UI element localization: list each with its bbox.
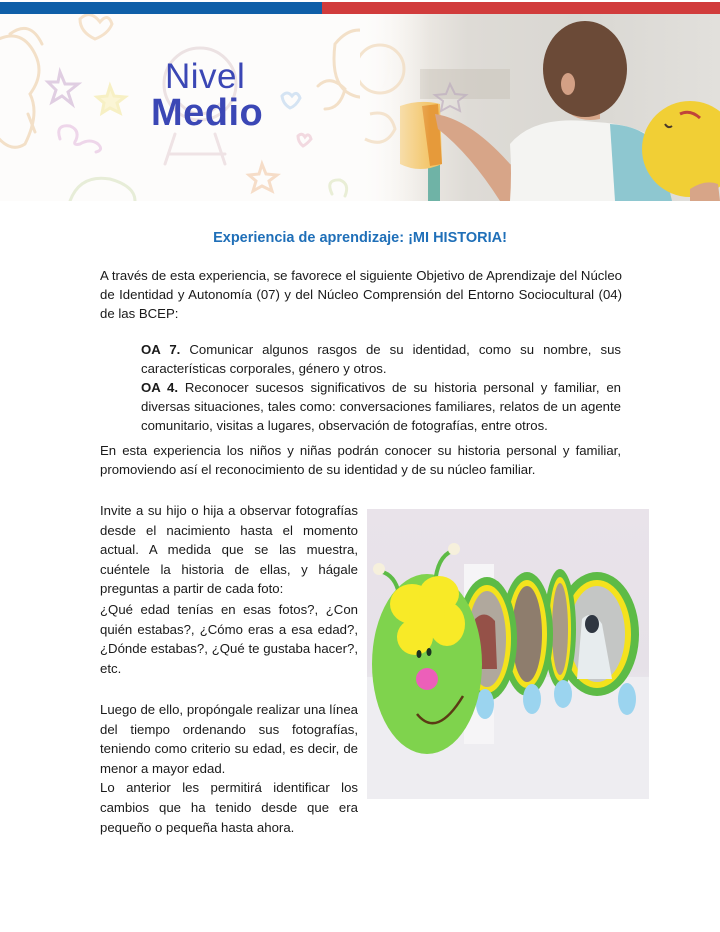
objective-oa7: [141, 340, 621, 378]
nivel-medio-logo: [151, 59, 263, 132]
instruction-timeline: Luego de ello, propóngale realizar una línea del tiempo ordenando sus fotografías, teniendo como criterio su edad, es decir, de menor a mayor edad.: [100, 702, 358, 776]
child-balloon-photo: [360, 14, 720, 201]
logo-line-1: Nivel: [165, 57, 246, 96]
caterpillar-craft-photo: [367, 509, 649, 799]
objective-label: OA 7.: [141, 342, 181, 357]
objectives-list: [141, 340, 621, 435]
objective-text: Comunicar algunos rasgos de su identidad, como su nombre, sus características corporales, género y otros.: [141, 342, 621, 376]
instruction-paragraph-3: [100, 700, 358, 837]
instruction-questions: ¿Qué edad tenías en esas fotos?, ¿Con quién estabas?, ¿Cómo eras a esa edad?, ¿Dónde estabas?, ¿Qué te gustaba hacer?, etc.: [100, 602, 358, 676]
page-title: Experiencia de aprendizaje: ¡MI HISTORIA!: [213, 230, 507, 246]
logo-line-2: Medio: [151, 92, 264, 134]
caterpillar-illustration: [367, 509, 649, 799]
instruction-paragraph-1: Invite a su hijo o hija a observar fotografías desde el nacimiento hasta el momento actual. A medida que se las muestra, cuéntele la historia de ellas, y hágale preguntas a partir de cada foto:: [100, 503, 358, 597]
objective-label: OA 4.: [141, 380, 179, 395]
header-banner: [0, 14, 720, 201]
objective-text: Reconocer sucesos significativos de su historia personal y familiar, en diversas situaciones, tales como: conversaciones familiares, relatos de un agente comunitario, visitas a lugares, observación de fotografías, entre otros.: [141, 380, 621, 433]
header-bar-blue: [0, 2, 322, 14]
summary-paragraph: En esta experiencia los niños y niñas podrán conocer su historia personal y familiar, promoviendo así el reconocimiento de su identidad y de su núcleo familiar.: [100, 443, 621, 477]
header-bar-red: [322, 2, 720, 14]
banner-photo: [360, 14, 720, 201]
instruction-conclusion: Lo anterior les permitirá identificar los cambios que ha tenido desde que era pequeño o pequeña hasta ahora.: [100, 780, 358, 835]
objective-oa4: [141, 378, 621, 435]
header-color-bar: [0, 2, 720, 14]
intro-paragraph: A través de esta experiencia, se favorece el siguiente Objetivo de Aprendizaje del Núcleo de Identidad y Autonomía (07) y del Núcleo Comprensión del Entorno Sociocultural (04) de las BCEP:: [100, 268, 622, 321]
